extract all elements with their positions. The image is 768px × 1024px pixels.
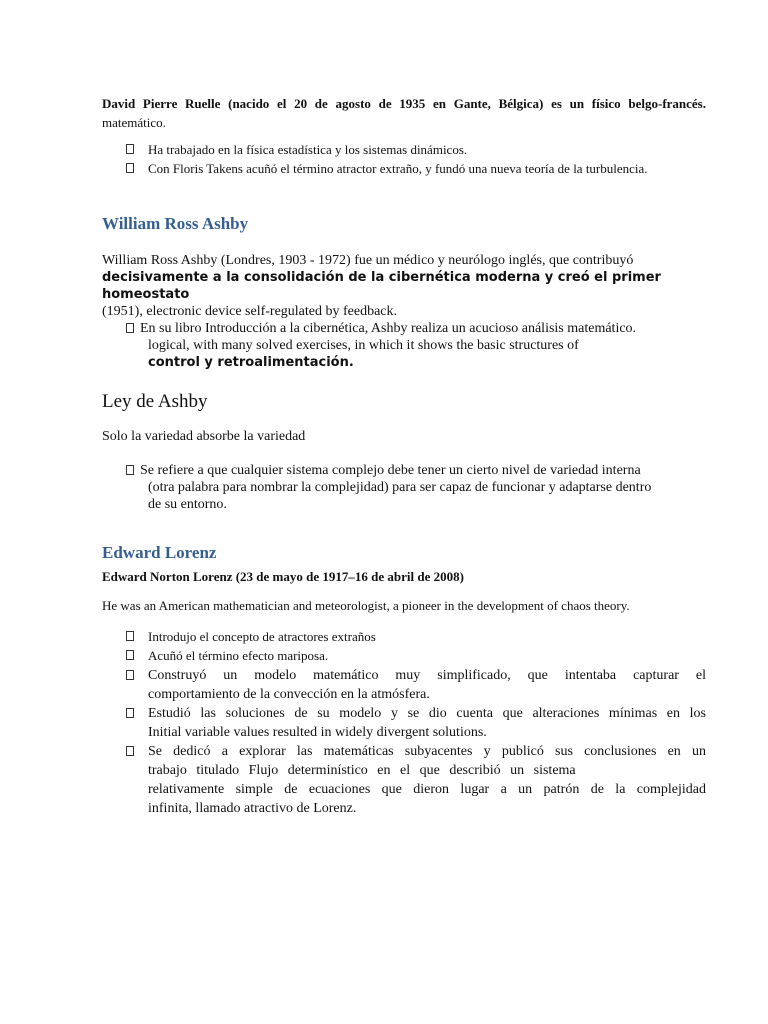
bullet-box-icon — [126, 163, 134, 173]
lorenz-subtitle-block — [102, 567, 706, 587]
list-item — [102, 159, 706, 178]
ashby-para-line-2: decisivamente a la consolidación de la cibernética moderna y creó el primer homeostato — [102, 270, 661, 302]
bullet-text: Introdujo el concepto de atractores extraños — [148, 629, 376, 644]
bullet-line: Initial variable values resulted in widely divergent solutions. — [148, 725, 487, 740]
lorenz-intro: He was an American mathematician and meteorologist, a pioneer in the development of chaos theory. — [102, 598, 630, 613]
ashby-item-line-1: En su libro Introducción a la cibernética, Ashby realiza un acucioso análisis matemático. — [140, 321, 637, 336]
ashby-item-line-3: control y retroalimentación. — [148, 355, 354, 370]
list-item — [102, 646, 706, 665]
lorenz-bullet-block — [102, 627, 706, 818]
bullet-line: Estudió las soluciones de su modelo y se dio cuenta que alteraciones mínimas en los — [148, 706, 706, 721]
ley-item-line-2: (otra palabra para nombrar la complejidad) para ser capaz de funcionar y adaptarse dentro — [148, 480, 652, 495]
lorenz-bullet-list — [102, 627, 706, 665]
bullet-text: Ha trabajado en la física estadística y los sistemas dinámicos. — [148, 142, 468, 157]
ruelle-section — [102, 94, 706, 178]
bullet-box-icon — [126, 465, 134, 475]
bullet-box-icon — [126, 631, 134, 641]
list-item — [102, 666, 706, 704]
lorenz-intro-block — [102, 596, 706, 616]
bullet-box-icon — [126, 323, 134, 333]
lorenz-bullet-list-long — [102, 666, 706, 818]
ruelle-intro-bold: David Pierre Ruelle (nacido el 20 de agosto de 1935 en Gante, Bélgica) es un físico belgo-francés. — [102, 96, 706, 111]
list-item — [102, 704, 706, 742]
lorenz-heading-block — [102, 543, 706, 563]
ashby-para-line-1: William Ross Ashby (Londres, 1903 - 1972) fue un médico y neurólogo inglés, que contribuyó — [102, 253, 634, 268]
bullet-line: relativamente simple de ecuaciones que dieron lugar a un patrón de la complejidad — [148, 782, 706, 797]
ley-item-line-3: de su entorno. — [148, 497, 227, 512]
bullet-line: trabajo titulado Flujo determinístico en el que describió un sistema — [148, 763, 576, 778]
bullet-box-icon — [126, 708, 134, 718]
bullet-line: Se dedicó a explorar las matemáticas subyacentes y publicó sus conclusiones en un — [148, 744, 706, 759]
ley-list-item — [102, 462, 730, 513]
section-heading-ley: Ley de Ashby — [102, 391, 208, 412]
ruelle-bullet-list — [102, 140, 706, 178]
ley-statement: Solo la variedad absorbe la variedad — [102, 429, 306, 444]
ley-statement-block — [102, 428, 706, 445]
bullet-line: comportamiento de la convección en la atmósfera. — [148, 687, 430, 702]
bullet-box-icon — [126, 746, 134, 756]
list-item — [102, 742, 706, 818]
ashby-paragraph — [102, 252, 706, 320]
section-heading-lorenz: Edward Lorenz — [102, 543, 217, 562]
section-heading-ashby: William Ross Ashby — [102, 214, 249, 233]
lorenz-subtitle: Edward Norton Lorenz (23 de mayo de 1917–16 de abril de 2008) — [102, 569, 464, 584]
ley-heading-block — [102, 391, 706, 413]
bullet-text: Acuñó el término efecto mariposa. — [148, 648, 329, 663]
ashby-list-item — [102, 320, 730, 371]
bullet-box-icon — [126, 144, 134, 154]
bullet-box-icon — [126, 670, 134, 680]
ashby-para-line-3: (1951), electronic device self-regulated by feedback. — [102, 304, 398, 319]
list-item — [102, 627, 706, 646]
ashby-heading-block — [102, 214, 706, 234]
bullet-line: infinita, llamado atractivo de Lorenz. — [148, 801, 357, 816]
ashby-item-line-2: logical, with many solved exercises, in which it shows the basic structures of — [148, 338, 579, 353]
bullet-box-icon — [126, 650, 134, 660]
list-item — [102, 140, 706, 159]
ruelle-intro-rest: matemático. — [102, 115, 166, 130]
ley-item-line-1: Se refiere a que cualquier sistema complejo debe tener un cierto nivel de variedad interna — [140, 463, 641, 478]
bullet-text: Con Floris Takens acuñó el término atractor extraño, y fundó una nueva teoría de la turbulencia. — [148, 161, 648, 176]
bullet-line: Construyó un modelo matemático muy simplificado, que intentaba capturar el — [148, 668, 706, 683]
